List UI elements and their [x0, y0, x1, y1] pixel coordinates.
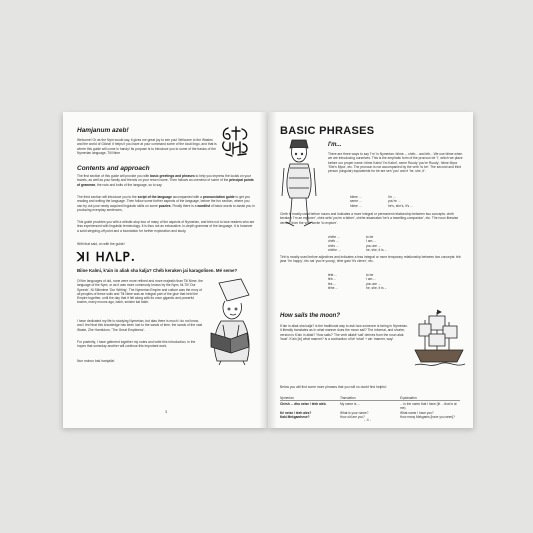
phrase-row: Kaki Mekgamhese? How old are you? How many Mekgams [have you seen]? — [280, 414, 455, 419]
intro-paragraph: Welcome! Or as the Nym would say, it gives me great joy to see you! Welcome to the Wastes and the world of Glória! It helps if you have at your command some of the local lingo, and that is where this guide will come in handy! Its purpose is to introduce you to some of the basics of the Nymerian language, Tiil Nime — [77, 138, 217, 155]
phrase-row: Chésh ... dhu neise / téeh aleb. My name is ... ... is the name that I have (lit. ...that is at me). — [280, 402, 457, 411]
cheb-row: chéb ... I am ... — [328, 239, 377, 244]
greeting-title: Hamjanum azeb! — [77, 127, 129, 134]
teb-row: téte ... to be — [328, 273, 374, 277]
page-number-right: - 4 - — [364, 417, 372, 422]
cheb-row: chéhe ... he, she, it is ... — [328, 247, 388, 252]
pronoun-row: hiime ... he's, she's, it's ... — [350, 203, 413, 208]
nymerian-script-line: ꓘꓲ ꓧꓥꓡꓑ. — [77, 250, 136, 264]
pronoun-row: biime ... I'm ... — [350, 195, 396, 199]
contents-paragraph-4: With that said, on with the guide! — [77, 242, 125, 246]
contents-paragraph-3: This guide provides you with a whistle-stop tour of many of the aspects of Nymerian, and tries not to lose readers who are less experienced with linguistic terminology. It is thus not an exhaustive, in-depth grammar of the language. It is however a solid stepping-off point and a foundation for further exploration and study. — [77, 220, 255, 233]
dedication-paragraph: I have dedicated my life to studying Nymerian, but alas there is much I do not know, and I feel that this knowledge has been lost to the sands of time, the sands of the vast Waste, Zhe Hamfulum, 'The Great Emptiness'. — [77, 319, 203, 332]
teb-row: tés ... you are ... — [328, 281, 381, 286]
contents-paragraph-2: The third section will introduce you to the script of the language accompanied with a pronunciation guide to get you reading and writing the language. Then follow some further aspects of the language, before the fun section, where you can try out your newly acquired linguistic skills on some puzzles. Finally there is a wordlist of basic words to assist you in producing everyday sentences. — [77, 195, 255, 212]
left-page — [63, 112, 268, 428]
phrases-header-row — [280, 396, 460, 401]
reading-character-illustration — [203, 277, 259, 367]
cheb-paragraph: Chéb is mostly used before nouns and indicates a more integral or permanent relationship between two concepts: chéb keraken 'I'm an explorer', chés sefa 'you're a father', chéhe aisamatan 'he's a travelling-companion', etc. The noun likewise derives from the verb keräe 'to explore'. — [280, 212, 459, 225]
history-paragraph: Of the languages of old, none were more refined and more majestic than Tiil Nime, the language of the Nym, or as it was more commonly known by the Nym, Ni-Tiil 'Our Speech', Ni Sillentme 'Our Writing'. The Nymerian Empire and culture was the envy of all peoples of these soils and Tiil Nime was an integral part of the glue that held the Empire together, until the day that it fell along with its once gigantic and powerful towers, many moons ago, bakh, smisim kal bakh. — [77, 279, 203, 305]
sailing-ship-illustration — [411, 308, 467, 368]
pronoun-row: seme ... you're ... — [350, 199, 401, 204]
teb-table — [328, 273, 387, 290]
right-page — [268, 112, 473, 428]
im-paragraph: There are three ways to say 'I'm' in Nymerian: biime..., chéb... and téb... We use biime when we are introducing ourselves. This is the emphatic form of the pronoun bé 'I', which we place before our proper name: biime Kalmi 'I'm Kalmi', seme Ruudy 'you're Ruudy', hiime Myra 'She's Myra', etc. The pronoun is not accompanied by the verb 'to be'. The second and third person (singular) equivalents for bé are sen 'you' and é 'he, she, it'. — [328, 152, 463, 174]
cheb-row: chéte ... to be — [328, 235, 374, 239]
header-nymerian: Nymerian — [280, 396, 294, 400]
page-number-left: 3 — [165, 409, 168, 414]
contents-paragraph-1: The first section of this guide will provide you with basic greetings and phrases to help you impress the locals on your travels, as well as your family and friends on your return home. Then follows an overview of some of the principal points of grammar, the nuts and bolts of the language, so to say. — [77, 174, 254, 187]
moon-paragraph: K'ain in aliak sha kalja? is the traditional way to ask how someone is faring in Nymerian. It literally translates as In what manner does the moon sail? The informal, and shorter, version is K'ain in aliak? 'How sails?' The verb aliakë 'sail' derives from the noun alak 'boat'. K'ain [in] what manner? is a contraction of kë 'what' + ain 'manner, way'. — [280, 324, 408, 341]
subtitle-moon: How sails the moon? — [280, 313, 341, 319]
contents-heading: Contents and approach — [77, 165, 150, 172]
section-title: BASIC PHRASES — [280, 125, 375, 137]
nymerian-glyph-ornament — [218, 124, 252, 158]
phrases-intro: Below you will find some more phrases that you will no doubt find helpful: — [280, 385, 387, 389]
cheb-row: chés ... you are ... — [328, 243, 381, 248]
subtitle-im: I'm... — [328, 142, 342, 148]
nymerian-greeting-line: Biine Kalmi, k'ain in aliak sha kalja? Chéb keraken jai karagolisen. Mé seme? — [77, 268, 238, 273]
teb-row: téhe ... he, she, it is ... — [328, 285, 388, 290]
phrases-table — [280, 396, 460, 419]
header-explanation: Explanation — [400, 396, 417, 400]
open-booklet — [63, 112, 473, 428]
header-translation: Translation — [340, 396, 356, 400]
cheb-table — [328, 235, 387, 252]
pronoun-table — [350, 195, 413, 208]
phrase-row: Ké neise / téeh ales? What is your name? What name I have you? — [280, 410, 434, 415]
signoff-line: Nue mohun bak hamjaila! — [77, 359, 115, 363]
teb-paragraph: Téb is mostly used before adjectives and indicates a less integral or more temporary relationship between two concepts: téb jana 'I'm happy', tés nai 'you're young', téhe gatu 'it's clever', etc. — [280, 255, 461, 264]
teb-row: téb ... I am ... — [328, 277, 377, 282]
posterity-paragraph: For posterity, I have gathered together my notes and write this introduction, in the hopes that someday another will continue this important work. — [77, 340, 196, 349]
